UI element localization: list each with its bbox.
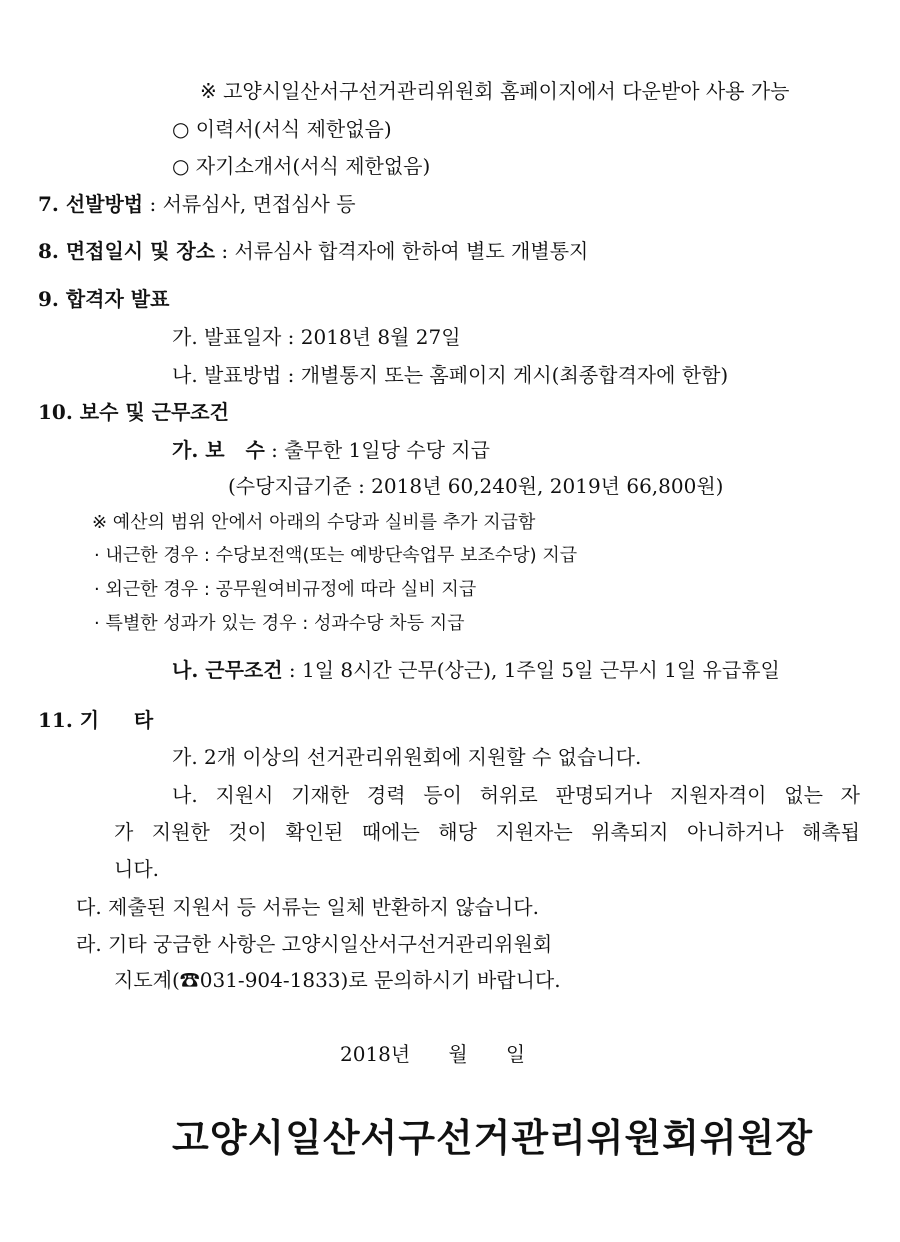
section-10-pay-heading: 가. 보 수 (172, 438, 265, 462)
section-9-date: 가. 발표일자 : 2018년 8월 27일 (172, 325, 461, 349)
section-7 (38, 190, 356, 218)
section-10-extra: ※ 예산의 범위 안에서 아래의 수당과 실비를 추가 지급함 (92, 512, 536, 533)
section-11-b-line2: 가 지원한 것이 확인된 때에는 해당 지원자는 위촉되지 아니하거나 해촉됩 (114, 820, 860, 844)
section-8-heading: 8. 면접일시 및 장소 (38, 239, 216, 263)
section-10-heading: 10. 보수 및 근무조건 (38, 400, 229, 424)
doc-item-resume: ○ 이력서(서식 제한없음) (172, 117, 392, 141)
section-7-heading: 7. 선발방법 (38, 192, 144, 216)
section-11-a: 가. 2개 이상의 선거관리위원회에 지원할 수 없습니다. (172, 745, 642, 769)
section-9-heading: 9. 합격자 발표 (38, 287, 170, 311)
issuer-title: 고양시일산서구선거관리위원회위원장 (172, 1115, 814, 1160)
section-11-b-line1: 나. 지원시 기재한 경력 등이 허위로 판명되거나 지원자격이 없는 자 (172, 783, 860, 807)
section-10-work (172, 656, 780, 684)
doc-item-self-intro: ○ 자기소개서(서식 제한없음) (172, 154, 431, 178)
section-10-pay (172, 436, 490, 464)
section-10-pay-body: : 출무한 1일당 수당 지급 (264, 438, 490, 462)
section-9-method: 나. 발표방법 : 개별통지 또는 홈페이지 게시(최종합격자에 한함) (172, 363, 729, 387)
section-10-work-heading: 나. 근무조건 (172, 658, 283, 682)
section-10-work-body: : 1일 8시간 근무(상근), 1주일 5일 근무시 1일 유급휴일 (282, 658, 780, 682)
section-10-bullet-outdoor: · 외근한 경우 : 공무원여비규정에 따라 실비 지급 (94, 579, 477, 600)
section-10-bullet-indoor: · 내근한 경우 : 수당보전액(또는 예방단속업무 보조수당) 지급 (94, 545, 578, 566)
section-10-pay-note: (수당지급기준 : 2018년 60,240원, 2019년 66,800원) (228, 474, 724, 498)
section-7-body: : 서류심사, 면접심사 등 (143, 192, 356, 216)
section-10-bullet-performance: · 특별한 성과가 있는 경우 : 성과수당 차등 지급 (94, 613, 465, 634)
document-date: 2018년 월 일 (340, 1042, 526, 1066)
section-11-b-line3: 니다. (114, 857, 159, 881)
section-11-d-line1: 라. 기타 궁금한 사항은 고양시일산서구선거관리위원회 (76, 932, 553, 956)
notice-download: ※ 고양시일산서구선거관리위원회 홈페이지에서 다운받아 사용 가능 (200, 79, 790, 103)
section-11-d-line2: 지도계(☎031-904-1833)로 문의하시기 바랍니다. (114, 968, 561, 992)
section-8 (38, 237, 588, 265)
section-11-c: 다. 제출된 지원서 등 서류는 일체 반환하지 않습니다. (76, 895, 539, 919)
section-11-heading: 11. 기 타 (38, 708, 154, 732)
section-8-body: : 서류심사 합격자에 한하여 별도 개별통지 (215, 239, 589, 263)
